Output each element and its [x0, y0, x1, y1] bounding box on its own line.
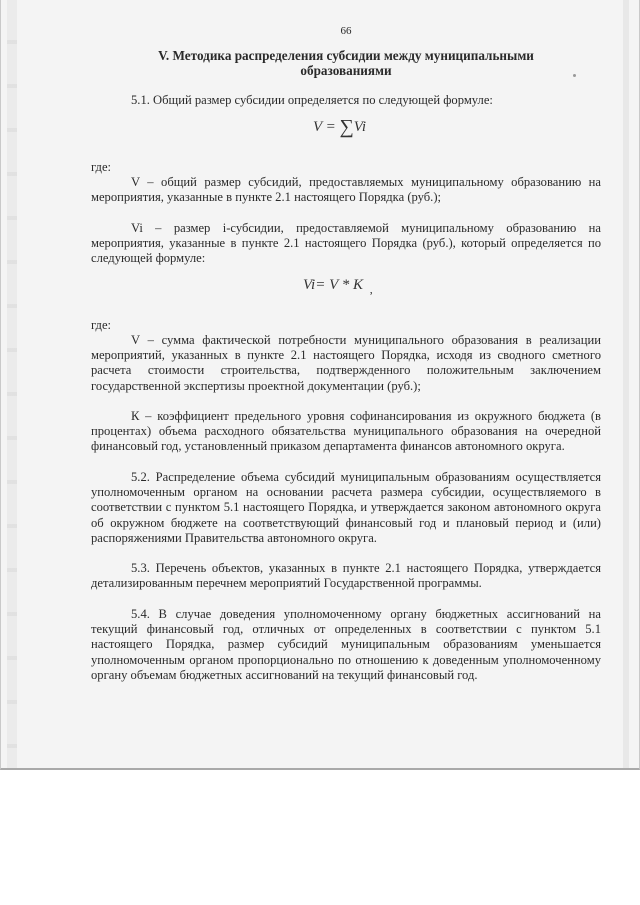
- formula-vi-text: Vi= V * K: [303, 277, 363, 293]
- definition-k: К – коэффициент предельного уровня софинансирования из окружного бюджета (в процентах) объема расходного обязательства муниципального образования на очередной финансовый год, установленный приказом департамента финансов автономного округа.: [91, 409, 601, 454]
- sum-symbol: ∑: [339, 116, 354, 138]
- scan-edge-right: [623, 0, 629, 768]
- paragraph-5-2: 5.2. Распределение объема субсидий муниципальным образованиям осуществляется уполномоченным органом на основании расчета размера субсидии, осуществляемого в соответствии с пунктом 5.1 настоящего Порядка, и утверждается законом автономного округа об окружном бюджете на соответствующий финансовый год и плановый период и (или) распоряжениями Правительства автономного округа.: [91, 470, 601, 545]
- formula-rhs: Vi: [353, 119, 366, 135]
- definition-v: V – общий размер субсидий, предоставляемых муниципальному образованию на мероприятия, указанные в пункте 2.1 настоящего Порядка (руб.);: [91, 175, 601, 205]
- formula-total-subsidy: [313, 116, 366, 138]
- formula-lhs: V =: [313, 119, 340, 135]
- where-label-2: где:: [91, 318, 112, 332]
- paragraph-5-3: 5.3. Перечень объектов, указанных в пункте 2.1 настоящего Порядка, утверждается детализированным перечнем мероприятий Государственной программы.: [91, 561, 601, 591]
- section-heading: V. Методика распределения субсидии между муниципальными образованиями: [158, 48, 534, 78]
- scan-edge-left: [7, 0, 17, 768]
- paragraph-5-4: 5.4. В случае доведения уполномоченному органу бюджетных ассигнований на текущий финансовый год, отличных от определенных в соответствии с пунктом 5.1 настоящего Порядка, размер субсидий муниципальным образованиям уменьшается уполномоченным органом пропорционально по отношению к доведенным уполномоченному органу объемам бюджетных ассигнований на текущий финансовый год.: [91, 607, 601, 682]
- formula-vi: [303, 277, 373, 296]
- where-label-1: где:: [91, 160, 112, 174]
- formula-comma: ,: [369, 282, 373, 296]
- page-number: 66: [340, 25, 352, 37]
- definition-v-need: V – сумма фактической потребности муниципального образования в реализации мероприятий, указанных в пункте 2.1 настоящего Порядка, исходя из сводного сметного расчета стоимости строительства, подтвержденного положительным заключением государственной экспертизы проектной документации (руб.);: [91, 333, 601, 393]
- definition-vi: Vi – размер i-субсидии, предоставляемой муниципальному образованию на мероприятия, указанные в пункте 2.1 настоящего Порядка (руб.), который определяется по следующей формуле:: [91, 221, 601, 266]
- paragraph-5-1: 5.1. Общий размер субсидии определяется по следующей формуле:: [131, 93, 493, 107]
